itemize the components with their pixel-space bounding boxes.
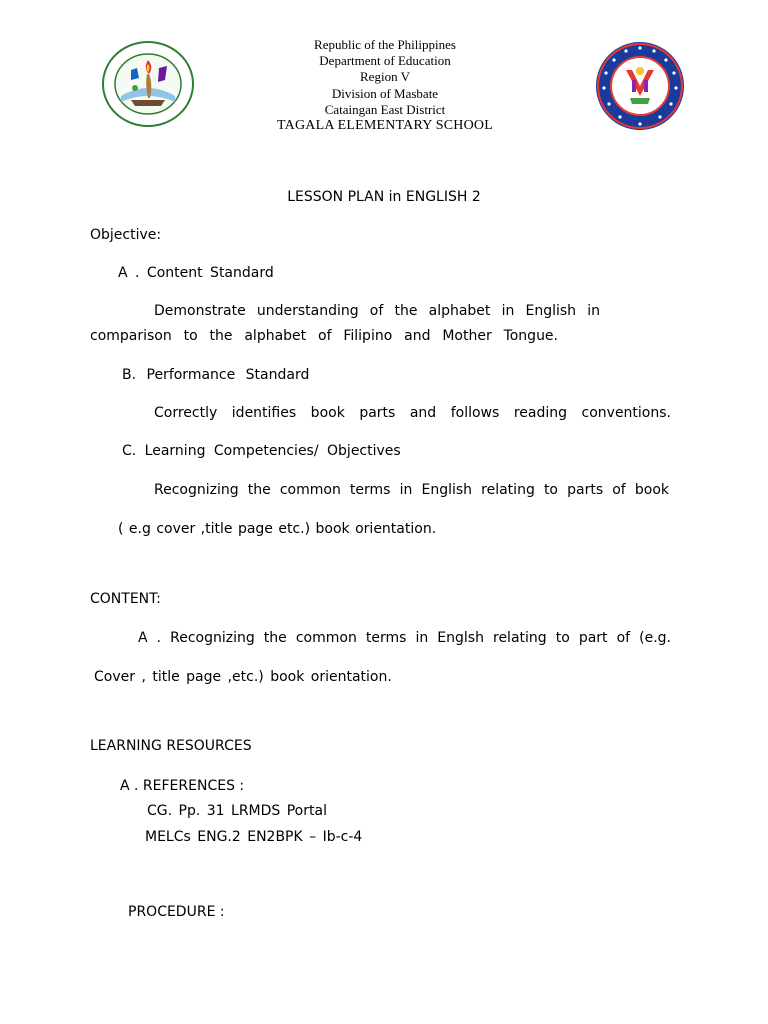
document-header xyxy=(220,37,550,134)
content-text-line1: A . Recognizing the common terms in Englsh relating to part of (e.g. xyxy=(138,630,671,646)
learning-competencies-text-line2: ( e.g cover ,title page etc.) book orientation. xyxy=(118,521,437,537)
tagala-elementary-school-seal xyxy=(592,40,688,132)
learning-competencies-label: C. Learning Competencies/ Objectives xyxy=(122,443,401,459)
header-line-district: Cataingan East District xyxy=(324,101,446,117)
performance-standard-label: B. Performance Standard xyxy=(122,367,310,383)
content-standard-label: A . Content Standard xyxy=(118,265,274,281)
content-text-line2: Cover , title page ,etc.) book orientation. xyxy=(94,669,392,685)
header-line-division: Division of Masbate xyxy=(331,85,439,101)
reference-item-melcs: MELCs ENG.2 EN2BPK – Ib-c-4 xyxy=(145,829,363,845)
procedure-heading: PROCEDURE : xyxy=(128,904,225,920)
header-line-department: Department of Education xyxy=(319,53,451,69)
lesson-plan-title: LESSON PLAN in ENGLISH 2 xyxy=(287,189,481,205)
performance-standard-text: Correctly identifies book parts and follows reading conventions. xyxy=(154,405,671,421)
header-line-country: Republic of the Philippines xyxy=(314,37,456,52)
references-label: A . REFERENCES : xyxy=(120,778,245,794)
department-of-education-seal xyxy=(101,40,195,128)
header-school-name: TAGALA ELEMENTARY SCHOOL xyxy=(277,118,493,134)
content-standard-text-line1: Demonstrate understanding of the alphabet in English in xyxy=(154,303,600,319)
content-standard-text-line2: comparison to the alphabet of Filipino and Mother Tongue. xyxy=(90,328,558,344)
header-line-region: Region V xyxy=(360,69,410,85)
learning-competencies-text-line1: Recognizing the common terms in English relating to parts of book xyxy=(154,482,669,498)
objective-heading: Objective: xyxy=(90,227,162,243)
learning-resources-heading: LEARNING RESOURCES xyxy=(90,738,252,754)
content-heading: CONTENT: xyxy=(90,591,161,607)
reference-item-cg: CG. Pp. 31 LRMDS Portal xyxy=(147,803,327,819)
